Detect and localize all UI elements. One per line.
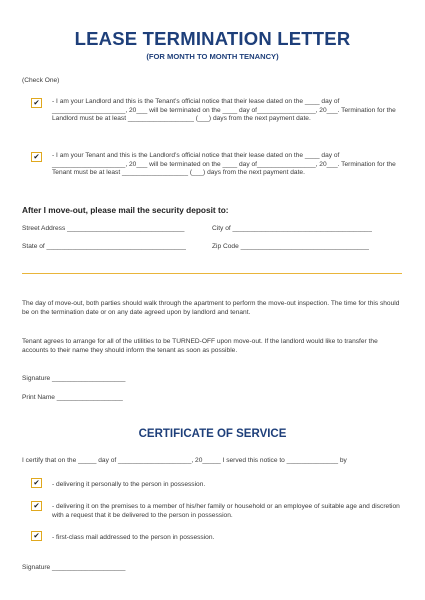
certify-statement: I certify that on the _____ day of ____________________, 20_____ I served this notice to ______________ by bbox=[22, 457, 347, 464]
check-icon: ✔ bbox=[33, 531, 40, 541]
tenant-option-checkbox[interactable] bbox=[31, 152, 42, 162]
mailing-heading: After I move-out, please mail the security deposit to: bbox=[22, 205, 229, 215]
move-out-inspection-paragraph: The day of move-out, both parties should walk through the apartment to perform the move-out inspection. The time for this should be on the termination date or on any date agreed upon by landlord and tenant. bbox=[22, 300, 400, 316]
landlord-option-text: - I am your Landlord and this is the Tenant’s official notice that their lease dated on the ____ day of ____________________, 20___ will be terminated on the ____ day of________________, 20___. Termination for the Landlord must be at least __________________ (___) days from the next payment date. bbox=[52, 98, 396, 123]
street-address-field[interactable]: Street Address ________________________________ bbox=[22, 225, 185, 232]
certificate-signature-field[interactable]: Signature ____________________ bbox=[22, 564, 126, 571]
state-field[interactable]: State of ______________________________________ bbox=[22, 243, 186, 250]
zip-code-field[interactable]: Zip Code ___________________________________ bbox=[212, 243, 369, 250]
landlord-option-checkbox[interactable] bbox=[31, 98, 42, 108]
premises-delivery-checkbox[interactable] bbox=[31, 501, 42, 511]
document-title: LEASE TERMINATION LETTER bbox=[74, 28, 351, 49]
utilities-paragraph: Tenant agrees to arrange for all of the utilities to be TURNED-OFF upon move-out. If the landlord would like to transfer the accounts to their name they should inform the tenant as soon as possible. bbox=[22, 338, 378, 354]
mail-delivery-checkbox[interactable] bbox=[31, 531, 42, 541]
check-one-label: (Check One) bbox=[22, 77, 60, 84]
check-icon: ✔ bbox=[33, 501, 40, 511]
check-icon: ✔ bbox=[33, 98, 40, 108]
tenant-option-text: - I am your Tenant and this is the Landlord’s official notice that their lease dated on the ____ day of ____________________, 20___ will be terminated on the ____ day of________________, 20___. Termination for the Tenant must be at least __________________ (___) days from the next payment date. bbox=[52, 152, 396, 177]
personal-delivery-text: - delivering it personally to the person in possession. bbox=[52, 481, 206, 488]
print-name-field[interactable]: Print Name __________________ bbox=[22, 394, 123, 401]
personal-delivery-checkbox[interactable] bbox=[31, 478, 42, 488]
city-field[interactable]: City of ______________________________________ bbox=[212, 225, 372, 232]
document-subtitle: (FOR MONTH TO MONTH TENANCY) bbox=[146, 52, 279, 61]
certificate-title: CERTIFICATE OF SERVICE bbox=[138, 428, 287, 440]
signature-field[interactable]: Signature ____________________ bbox=[22, 375, 126, 382]
mail-delivery-text: - first-class mail addressed to the person in possession. bbox=[52, 534, 215, 541]
premises-delivery-text: - delivering it on the premises to a member of his/her family or household or an employee of suitable age and discretion with a request that it be delivered to the person in possession. bbox=[52, 503, 400, 519]
check-icon: ✔ bbox=[33, 152, 40, 162]
check-icon: ✔ bbox=[33, 478, 40, 488]
section-divider bbox=[22, 273, 402, 274]
